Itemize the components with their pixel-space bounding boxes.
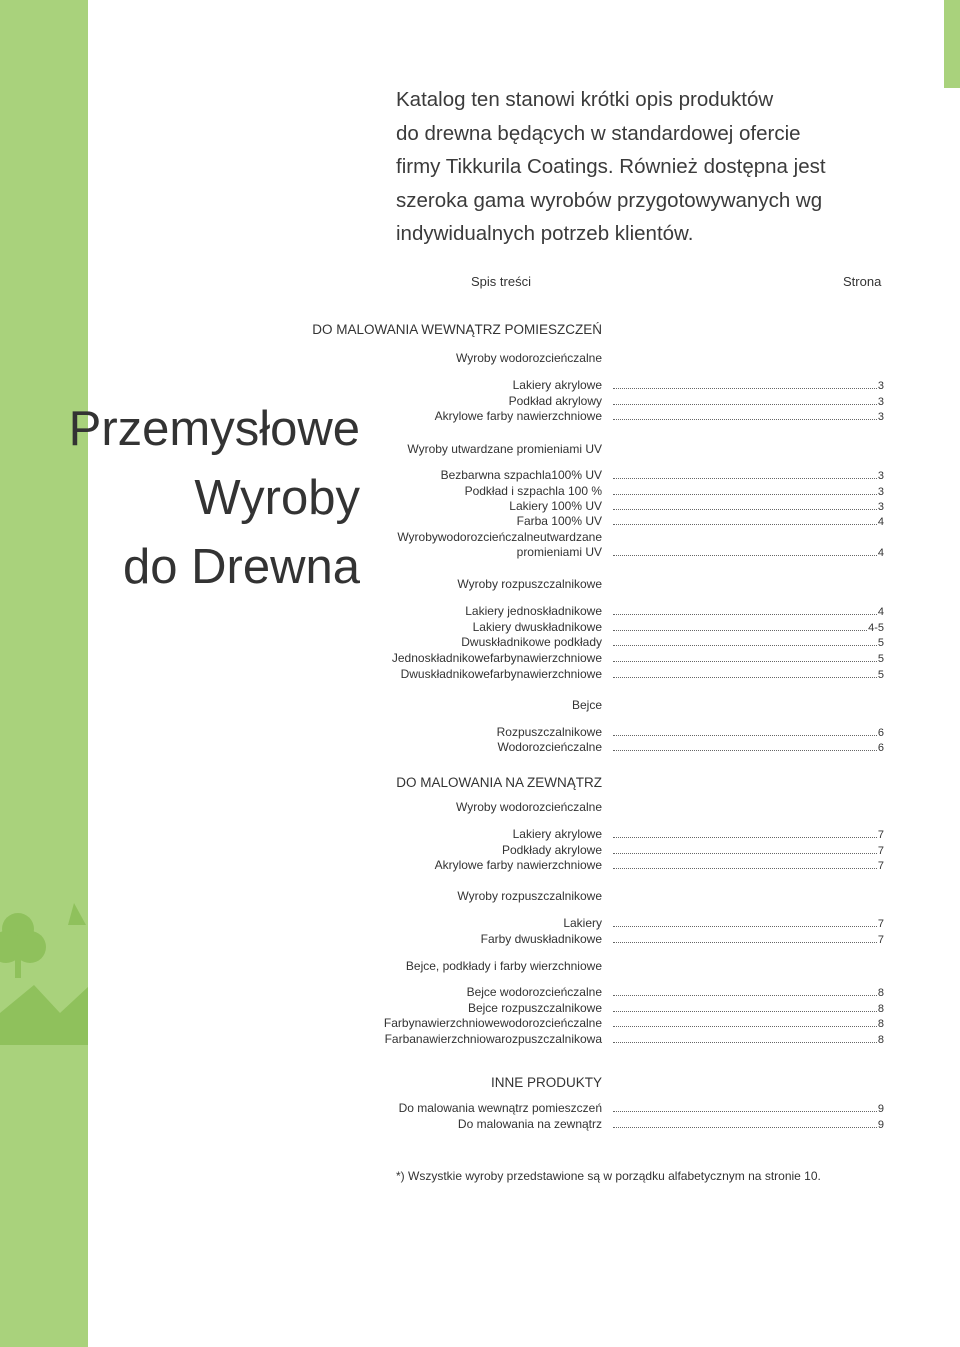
toc-dot-leader xyxy=(613,829,884,841)
group-heading: Wyroby rozpuszczalnikowe xyxy=(457,577,602,591)
toc-entry-label: Do malowania na zewnątrz xyxy=(457,1117,602,1131)
toc-dot-leader xyxy=(613,1003,884,1015)
clover-decoration-icon xyxy=(0,895,88,1045)
toc-dot-leader xyxy=(613,1034,884,1046)
section-outdoor: DO MALOWANIA NA ZEWNĄTRZ xyxy=(396,775,602,790)
big-title-line: do Drewna xyxy=(123,540,360,594)
toc-entry-label: Jednoskładnikowefarbynawierzchniowe xyxy=(391,651,602,665)
toc-entry-page: 4-5 xyxy=(868,622,884,634)
toc-dot-leader xyxy=(613,501,884,513)
toc-entry-page: 9 xyxy=(877,1119,884,1131)
toc-entry-label: Farbynawierzchniowewodorozcieńczalne xyxy=(383,1016,602,1030)
toc-entry-label: promieniami UV xyxy=(516,545,602,559)
toc-dot-leader xyxy=(613,727,884,739)
toc-entry-label: Podkład i szpachla 100 % xyxy=(464,484,602,498)
toc-dot-leader xyxy=(613,742,884,754)
toc-entry-page: 3 xyxy=(877,380,884,392)
toc-entry-page: 5 xyxy=(877,653,884,665)
intro-line: firmy Tikkurila Coatings. Również dostępna jest xyxy=(396,155,826,178)
footnote: *) Wszystkie wyroby przedstawione są w porządku alfabetycznym na stronie 10. xyxy=(396,1169,821,1183)
toc-dot-leader xyxy=(613,486,884,498)
toc-dot-leader xyxy=(613,516,884,528)
toc-entry-page: 7 xyxy=(877,845,884,857)
toc-entry-page: 4 xyxy=(877,547,884,559)
toc-dot-leader xyxy=(613,1018,884,1030)
toc-dot-leader xyxy=(613,860,884,872)
toc-dot-leader xyxy=(613,547,884,559)
toc-entry-label: Wodorozcieńczalne xyxy=(497,740,602,754)
toc-entry-page: 7 xyxy=(877,860,884,872)
toc-entry-label: Farby dwuskładnikowe xyxy=(480,932,602,946)
toc-heading: Spis treści xyxy=(471,274,531,289)
intro-line: Katalog ten stanowi krótki opis produktów xyxy=(396,88,774,111)
toc-entry-label: Bezbarwna szpachla100% UV xyxy=(440,468,602,482)
toc-dot-leader xyxy=(613,470,884,482)
toc-entry-page: 3 xyxy=(877,411,884,423)
big-title-line: Wyroby xyxy=(194,471,360,525)
group-heading: Bejce, podkłady i farby wierzchniowe xyxy=(405,959,602,973)
toc-entry-page: 3 xyxy=(877,486,884,498)
toc-entry-label: Akrylowe farby nawierzchniowe xyxy=(434,858,602,872)
section-indoor: DO MALOWANIA WEWNĄTRZ POMIESZCZEŃ xyxy=(312,322,602,337)
toc-entry-label: Rozpuszczalnikowe xyxy=(496,725,602,739)
toc-entry-label: Bejce rozpuszczalnikowe xyxy=(467,1001,602,1015)
toc-entry-label: Farba 100% UV xyxy=(516,514,602,528)
intro-line: szeroka gama wyrobów przygotowywanych wg xyxy=(396,188,823,212)
toc-entry-label: Podkład akrylowy xyxy=(508,394,602,408)
toc-entry-label: Dwuskładnikowefarbynawierzchniowe xyxy=(400,667,602,681)
toc-entry-label: Bejce wodorozcieńczalne xyxy=(466,985,602,999)
toc-dot-leader xyxy=(613,1119,884,1131)
toc-entry-page: 8 xyxy=(877,1018,884,1030)
group-heading: Wyroby wodorozcieńczalne xyxy=(456,351,602,365)
toc-entry-page: 3 xyxy=(877,396,884,408)
intro-text xyxy=(396,83,876,251)
toc-dot-leader xyxy=(613,396,884,408)
intro-line: indywidualnych potrzeb klientów. xyxy=(396,222,694,245)
toc-entry-page: 4 xyxy=(877,606,884,618)
toc-dot-leader xyxy=(613,987,884,999)
group-heading: Wyroby wodorozcieńczalne xyxy=(456,800,602,814)
toc-dot-leader xyxy=(613,622,884,634)
toc-dot-leader xyxy=(613,606,884,618)
toc-dot-leader xyxy=(613,934,884,946)
toc-entry-label: Lakiery akrylowe xyxy=(512,378,602,392)
toc-entry-page: 3 xyxy=(877,501,884,513)
toc-entry-label: Akrylowe farby nawierzchniowe xyxy=(434,409,602,423)
toc-entry-page: 7 xyxy=(877,918,884,930)
big-title-line: Przemysłowe xyxy=(68,402,360,456)
group-heading: Wyroby rozpuszczalnikowe xyxy=(457,889,602,903)
toc-dot-leader xyxy=(613,845,884,857)
toc-entry-page: 3 xyxy=(877,470,884,482)
toc-entry-page: 6 xyxy=(877,742,884,754)
toc-entry-page: 7 xyxy=(877,934,884,946)
toc-entry-page: 8 xyxy=(877,1003,884,1015)
toc-entry-label: Podkłady akrylowe xyxy=(501,843,602,857)
toc-entry-label: Lakiery xyxy=(563,916,602,930)
toc-entry-label: Lakiery akrylowe xyxy=(512,827,602,841)
green-sidebar xyxy=(0,0,88,1347)
group-heading: Wyroby utwardzane promieniami UV xyxy=(407,442,602,456)
toc-entry-page: 9 xyxy=(877,1103,884,1115)
toc-dot-leader xyxy=(613,918,884,930)
toc-entry-label: Lakiery 100% UV xyxy=(509,499,602,513)
toc-entry-page: 5 xyxy=(877,669,884,681)
toc-entry-page: 8 xyxy=(877,987,884,999)
page-tab xyxy=(944,0,960,88)
group-heading: Bejce xyxy=(571,698,602,712)
toc-dot-leader xyxy=(613,653,884,665)
big-title xyxy=(69,395,360,602)
toc-entry-page: 5 xyxy=(877,637,884,649)
intro-line: do drewna będących w standardowej ofercie xyxy=(396,121,801,145)
section-other: INNE PRODUKTY xyxy=(490,1075,602,1090)
toc-entry-page: 8 xyxy=(877,1034,884,1046)
toc-entry-label: Dwuskładnikowe podkłady xyxy=(461,635,602,649)
toc-entry-label: Lakiery jednoskładnikowe xyxy=(465,604,602,618)
toc-entry-label: Do malowania wewnątrz pomieszczeń xyxy=(398,1101,602,1115)
toc-dot-leader xyxy=(613,669,884,681)
page-column-heading: Strona xyxy=(843,274,882,289)
toc-entry-page: 4 xyxy=(877,516,884,528)
toc-entry-page: 6 xyxy=(877,727,884,739)
toc-dot-leader xyxy=(613,637,884,649)
toc-dot-leader xyxy=(613,1103,884,1115)
toc-entry-page: 7 xyxy=(877,829,884,841)
toc-dot-leader xyxy=(613,411,884,423)
toc-entry-label: Wyrobywodorozcieńczalneutwardzane xyxy=(397,530,602,544)
toc-dot-leader xyxy=(613,380,884,392)
toc-entry-label: Lakiery dwuskładnikowe xyxy=(472,620,602,634)
toc-entry-label: Farbanawierzchniowarozpuszczalnikowa xyxy=(384,1032,602,1046)
